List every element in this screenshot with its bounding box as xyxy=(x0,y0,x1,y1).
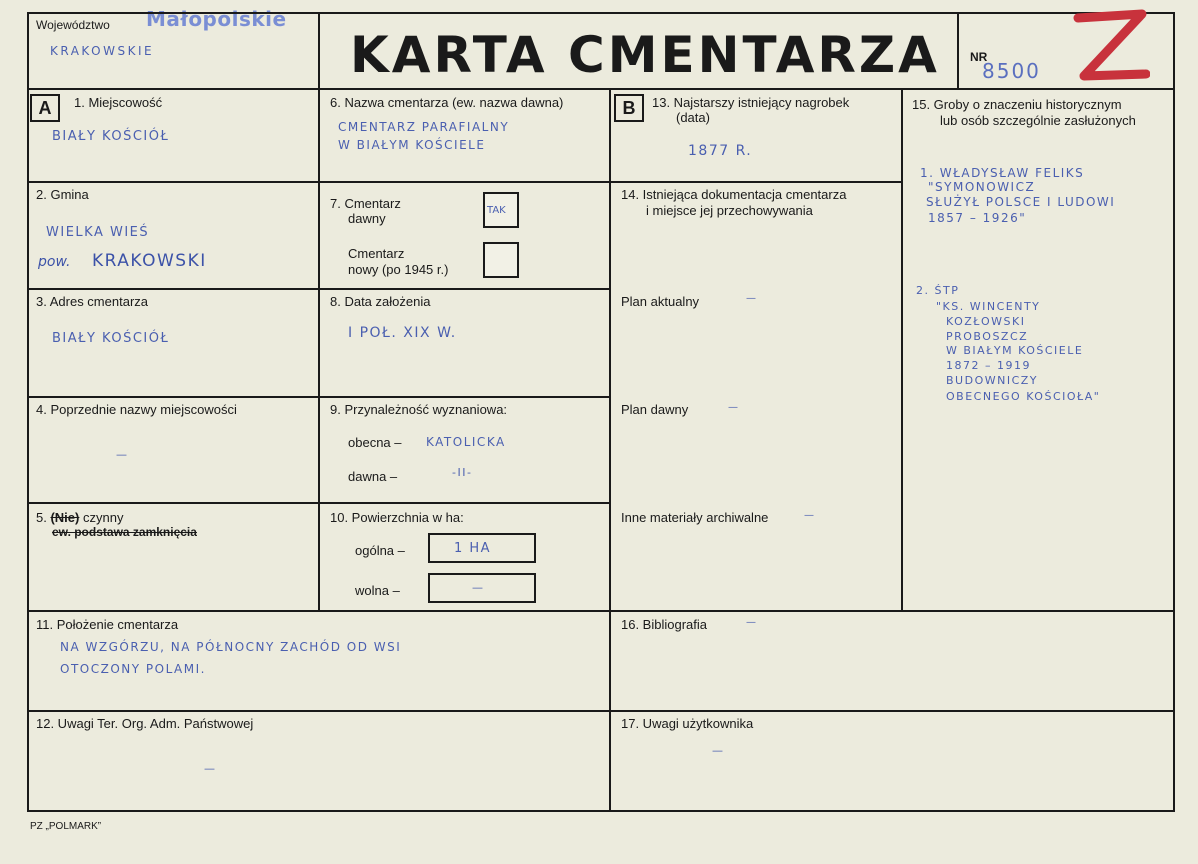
gmina-pow: pow. xyxy=(38,254,71,270)
plan-aktualny-label: Plan aktualny xyxy=(621,294,700,309)
wojewodztwo-stamp: Małopolskie xyxy=(146,7,287,31)
row-line-6 xyxy=(27,710,1175,712)
najstarszy-value: 1877 R. xyxy=(688,143,753,159)
wolna-value: — xyxy=(472,581,485,594)
dawna-label: dawna – xyxy=(348,469,398,484)
printer-footer: PZ „POLMARK” xyxy=(30,821,102,832)
adres-value: BIAŁY KOŚCIÓŁ xyxy=(52,331,170,346)
row-line-b1 xyxy=(609,181,903,183)
groby-entry1-line1: 1. WŁADYSŁAW FELIKS xyxy=(920,166,1085,180)
groby-entry2-line5: W BIAŁYM KOŚCIELE xyxy=(946,344,1084,357)
najstarszy-label-1: 13. Najstarszy istniejący nagrobek xyxy=(652,95,850,110)
obecna-label: obecna – xyxy=(348,435,402,450)
row-line-5 xyxy=(27,610,1175,612)
form-title: KARTA CMENTARZA xyxy=(350,26,940,84)
powierzchnia-label: 10. Powierzchnia w ha: xyxy=(330,510,464,525)
groby-entry1-line4: 1857 – 1926" xyxy=(928,211,1027,225)
groby-entry1-line2: "SYMONOWICZ xyxy=(928,180,1036,194)
gmina-value-2: KRAKOWSKI xyxy=(92,251,207,271)
groby-entry2-line6: 1872 – 1919 xyxy=(946,359,1031,372)
ogolna-value: 1 HA xyxy=(454,541,492,556)
groby-entry2-line1: 2. ŚTP xyxy=(916,284,960,297)
wojewodztwo-value: KRAKOWSKIE xyxy=(50,44,155,58)
czynny-text: czynny xyxy=(82,510,124,525)
dokumentacja-label-1: 14. Istniejąca dokumentacja cmentarza xyxy=(621,187,847,202)
ogolna-label: ogólna – xyxy=(355,543,405,558)
cmentarz-nowy-text1: Cmentarz xyxy=(348,246,405,261)
header-bottom-line xyxy=(27,88,1175,90)
header-divider-left xyxy=(318,12,320,90)
groby-label-1: 15. Groby o znaczeniu historycznym xyxy=(912,97,1122,112)
uwagi-ter-value: — xyxy=(204,762,217,775)
dokumentacja-label-2: i miejsce jej przechowywania xyxy=(646,203,813,218)
bibliografia-label: 16. Bibliografia xyxy=(621,617,707,632)
czynny-podstawa: ew. podstawa zamknięcia xyxy=(52,525,197,539)
miejscowosc-label: 1. Miejscowość xyxy=(74,95,163,110)
uwagi-uzytkownika-value: — xyxy=(712,744,725,757)
data-zalozenia-value: I POŁ. XIX W. xyxy=(348,325,457,341)
row-line-4 xyxy=(27,502,611,504)
groby-entry2-line2: "KS. WINCENTY xyxy=(936,300,1041,313)
row-line-3 xyxy=(27,396,611,398)
plan-aktualny-value: — xyxy=(746,293,758,304)
nr-value: 8500 xyxy=(982,59,1041,83)
bibliografia-value: — xyxy=(746,617,758,628)
nazwa-value-2: W BIAŁYM KOŚCIELE xyxy=(338,138,486,152)
najstarszy-label-2: (data) xyxy=(676,110,710,125)
header-divider-right xyxy=(957,12,959,90)
uwagi-uzytkownika-label: 17. Uwagi użytkownika xyxy=(621,716,754,731)
miejscowosc-value: BIAŁY KOŚCIÓŁ xyxy=(52,129,170,144)
gmina-value-1: WIELKA WIEŚ xyxy=(46,225,150,240)
wolna-label: wolna – xyxy=(355,583,400,598)
cmentarz-dawny-checkbox[interactable] xyxy=(483,192,519,228)
nr-label: NR xyxy=(970,50,988,64)
groby-entry2-line4: PROBOSZCZ xyxy=(946,330,1029,343)
wolna-box[interactable] xyxy=(428,573,536,603)
plan-dawny-value: — xyxy=(728,402,740,413)
polozenie-label: 11. Położenie cmentarza xyxy=(36,617,179,632)
inne-label: Inne materiały archiwalne xyxy=(621,510,769,525)
poprzednie-value: — xyxy=(116,448,129,461)
cmentarz-dawny-num: 7. xyxy=(330,196,341,211)
inne-value: — xyxy=(804,510,816,521)
obecna-value: KATOLICKA xyxy=(426,435,506,449)
czynny-num: 5. xyxy=(36,510,47,525)
wojewodztwo-label: Województwo xyxy=(36,18,110,32)
przynaleznosc-label: 9. Przynależność wyznaniowa: xyxy=(330,402,508,417)
cmentarz-nowy-checkbox[interactable] xyxy=(483,242,519,278)
cmentarz-dawny-label xyxy=(330,196,401,211)
row-line-1 xyxy=(27,181,611,183)
nazwa-label: 6. Nazwa cmentarza (ew. nazwa dawna) xyxy=(330,95,564,110)
plan-dawny-label: Plan dawny xyxy=(621,402,689,417)
czynny-nie: (Nie) xyxy=(50,510,80,525)
uwagi-ter-label: 12. Uwagi Ter. Org. Adm. Państwowej xyxy=(36,716,254,731)
section-a-marker: A xyxy=(30,94,60,122)
section-b-marker: B xyxy=(614,94,644,122)
groby-entry2-line7: BUDOWNICZY xyxy=(946,374,1039,387)
red-z-mark xyxy=(1070,8,1150,88)
polozenie-value-1: NA WZGÓRZU, NA PÓŁNOCNY ZACHÓD OD WSI xyxy=(60,640,402,654)
cmentarz-dawny-text2: dawny xyxy=(348,211,386,226)
data-zalozenia-label: 8. Data założenia xyxy=(330,294,431,309)
polozenie-value-2: OTOCZONY POLAMI. xyxy=(60,662,206,676)
cmentarz-dawny-text1: Cmentarz xyxy=(344,196,401,211)
row-line-2 xyxy=(27,288,611,290)
groby-entry2-line8: OBECNEGO KOŚCIOŁA" xyxy=(946,390,1101,403)
ogolna-box[interactable] xyxy=(428,533,536,563)
nazwa-value-1: CMENTARZ PARAFIALNY xyxy=(338,120,510,134)
col-divider-1 xyxy=(318,88,320,610)
czynny-label xyxy=(36,510,123,525)
groby-entry2-line3: KOZŁOWSKI xyxy=(946,315,1026,328)
groby-entry1-line3: SŁUŻYŁ POLSCE I LUDOWI xyxy=(926,195,1116,209)
cmentarz-nowy-text2: nowy (po 1945 r.) xyxy=(348,262,449,277)
col-divider-3 xyxy=(901,88,903,610)
gmina-label: 2. Gmina xyxy=(36,187,89,202)
adres-label: 3. Adres cmentarza xyxy=(36,294,148,309)
poprzednie-label: 4. Poprzednie nazwy miejscowości xyxy=(36,402,237,417)
groby-label-2: lub osób szczególnie zasłużonych xyxy=(940,113,1136,128)
col-divider-2 xyxy=(609,88,611,810)
cmentarz-dawny-value: TAK xyxy=(487,205,506,216)
dawna-value: -II- xyxy=(452,466,473,479)
